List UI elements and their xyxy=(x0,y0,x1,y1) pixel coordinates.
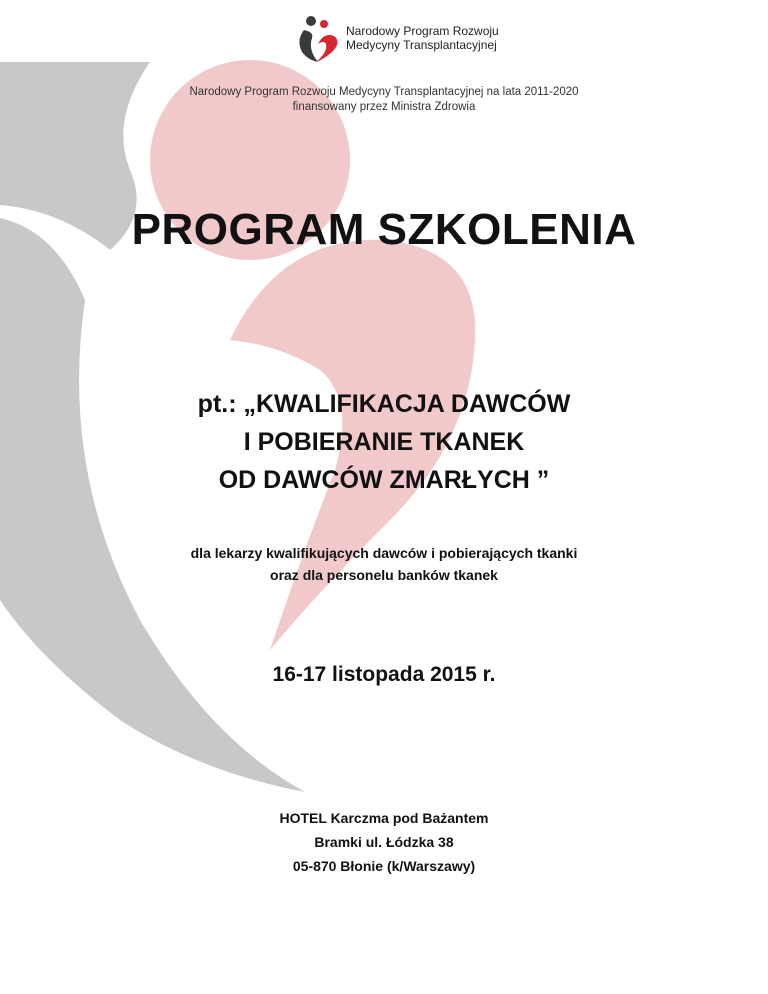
event-date: 16-17 listopada 2015 r. xyxy=(272,663,496,686)
logo-text xyxy=(346,24,499,52)
header-line-1: Narodowy Program Rozwoju Medycyny Transplantacyjnej na lata 2011-2020 xyxy=(189,86,579,98)
topic-line-1: pt.: „KWALIFIKACJA DAWCÓW xyxy=(197,390,571,418)
topic-line-3: OD DAWCÓW ZMARŁYCH ” xyxy=(218,466,550,494)
logo-text-line-2: Medycyny Transplantacyjnej xyxy=(346,38,497,52)
logo-text-line-1: Narodowy Program Rozwoju xyxy=(346,24,499,38)
page-title: PROGRAM SZKOLENIA xyxy=(131,205,637,254)
venue-line-3: 05-870 Błonie (k/Warszawy) xyxy=(292,858,476,874)
target-audience xyxy=(0,542,768,586)
program-logo xyxy=(294,14,524,64)
heart-people-icon xyxy=(294,14,344,64)
topic-line-2: I POBIERANIE TKANEK xyxy=(243,428,525,456)
venue-line-1: HOTEL Karczma pod Bażantem xyxy=(279,810,489,826)
venue-line-2: Bramki ul. Łódzka 38 xyxy=(314,834,454,850)
audience-line-1: dla lekarzy kwalifikujących dawców i pobierających tkanki xyxy=(190,545,578,561)
training-topic xyxy=(0,385,768,499)
header-line-2: finansowany przez Ministra Zdrowia xyxy=(292,101,476,113)
audience-line-2: oraz dla personelu banków tkanek xyxy=(270,567,498,583)
event-venue xyxy=(0,806,768,878)
program-header xyxy=(0,85,768,115)
